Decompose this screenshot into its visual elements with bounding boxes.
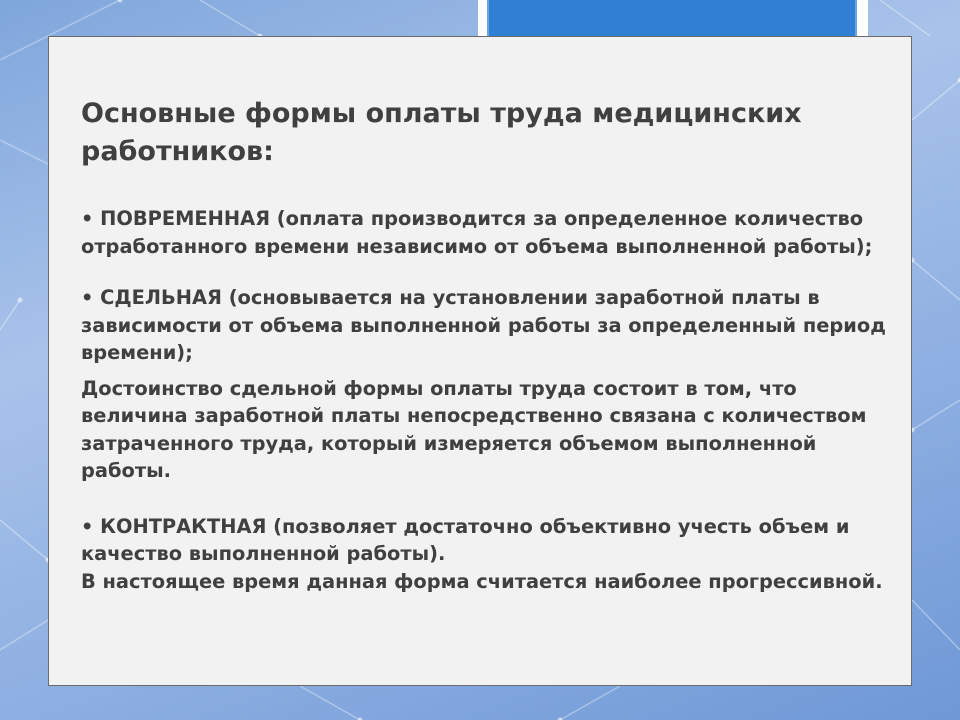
- contract-note: В настоящее время данная форма считается наиболее прогрессивной.: [81, 569, 883, 593]
- content-panel: [48, 36, 912, 686]
- slide-title: Основные формы оплаты труда медицинских работников:: [81, 98, 802, 167]
- item-hourly-pay: • ПОВРЕМЕННАЯ (оплата производится за определенное количество отработанного времени независимо от объема выполненной работы);: [81, 207, 873, 258]
- item-contract: • КОНТРАКТНАЯ (позволяет достаточно объективно учесть объем и качество выполненной работы).: [81, 514, 850, 565]
- item-piece-rate: • СДЕЛЬНАЯ (основывается на установлении заработной платы в зависимости от объема выполненной работы за определенный период времени);: [81, 286, 886, 364]
- piece-rate-advantage: Достоинство сдельной формы оплаты труда состоит в том, что величина заработной платы непосредственно связана с количеством затраченного труда, который измеряется объемом выполненной работы.: [81, 376, 867, 482]
- slide-body: [81, 205, 896, 595]
